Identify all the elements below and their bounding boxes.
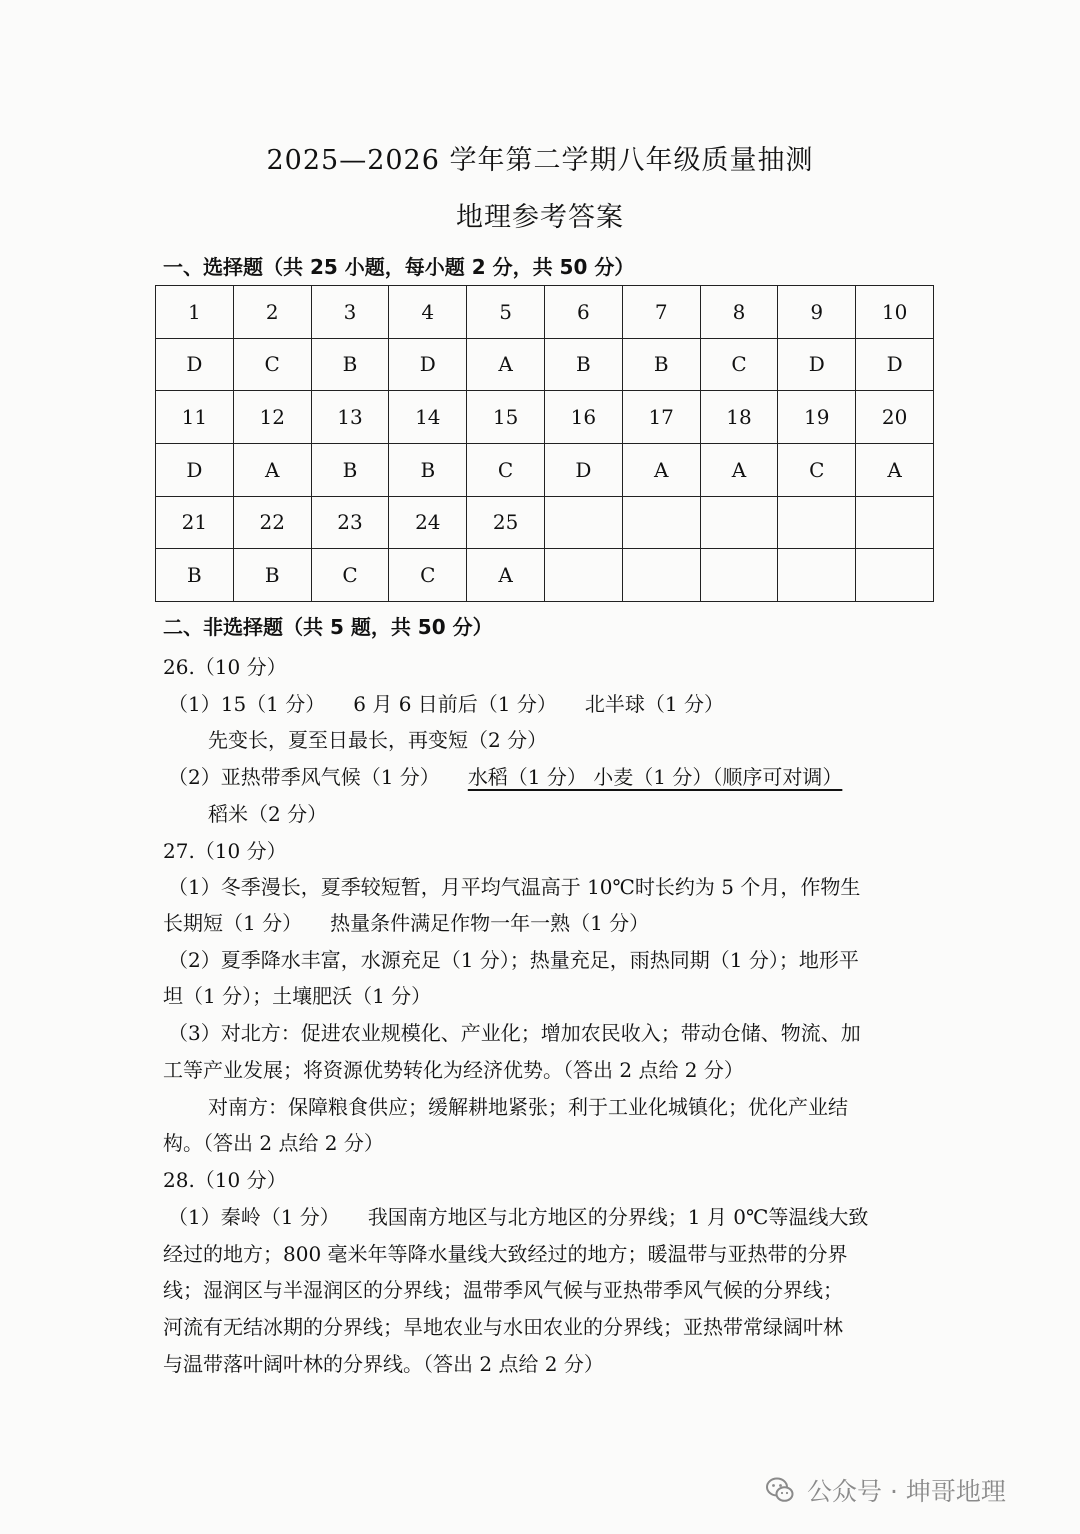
section-heading-choice: 一、选择题（共 25 小题，每小题 2 分，共 50 分） [163, 255, 635, 279]
q26-line-3 [168, 764, 842, 790]
answer-cell: A [233, 443, 311, 496]
document-subtitle: 地理参考答案 [456, 202, 624, 233]
answer-row [156, 443, 934, 496]
answer-cell: D [856, 338, 934, 391]
q26-part1-b: 6 月 6 日前后（1 分） [353, 692, 557, 716]
question-number-cell: 9 [778, 286, 856, 339]
answer-cell: A [467, 338, 545, 391]
answer-cell: B [156, 549, 234, 602]
question-number-cell: 25 [467, 496, 545, 549]
q26-line-4: 稻米（2 分） [208, 802, 328, 826]
question-number-cell: 4 [389, 286, 467, 339]
q28-line-1-b: 我国南方地区与北方地区的分界线；1 月 0℃等温线大致 [367, 1205, 869, 1229]
question-number-cell [856, 496, 934, 549]
question-number-row [156, 496, 934, 549]
question-number-cell: 5 [467, 286, 545, 339]
question-number-cell: 22 [233, 496, 311, 549]
answer-cell: B [311, 443, 389, 496]
question-number-cell: 24 [389, 496, 467, 549]
question-number-cell [622, 496, 700, 549]
answer-cell: D [778, 338, 856, 391]
q28-line-5: 与温带落叶阔叶林的分界线。（答出 2 点给 2 分） [163, 1352, 604, 1376]
question-number-cell: 11 [156, 391, 234, 444]
wechat-icon [765, 1475, 795, 1505]
question-number-cell: 3 [311, 286, 389, 339]
watermark-text: 公众号 · 坤哥地理 [807, 1477, 1006, 1506]
document-title: 2025—2026 学年第二学期八年级质量抽测 [266, 145, 814, 176]
q26-heading: 26.（10 分） [163, 655, 287, 679]
answer-cell: B [311, 338, 389, 391]
q26-part1-a: （1）15（1 分） [168, 692, 326, 716]
question-number-cell: 18 [700, 391, 778, 444]
question-number-cell: 10 [856, 286, 934, 339]
answer-cell [622, 549, 700, 602]
q26-line-1 [168, 691, 724, 717]
q27-line-2-b: 热量条件满足作物一年一熟（1 分） [330, 911, 650, 935]
answer-cell [544, 549, 622, 602]
answer-cell: B [622, 338, 700, 391]
question-number-cell: 2 [233, 286, 311, 339]
q28-heading: 28.（10 分） [163, 1168, 287, 1192]
answer-cell: C [467, 443, 545, 496]
question-number-cell: 15 [467, 391, 545, 444]
q28-line-1 [168, 1204, 868, 1230]
q28-line-3: 线；湿润区与半湿润区的分界线；温带季风气候与亚热带季风气候的分界线； [163, 1278, 843, 1302]
answer-cell: D [156, 443, 234, 496]
answer-cell: B [544, 338, 622, 391]
question-number-cell: 16 [544, 391, 622, 444]
q26-part1-c: 北半球（1 分） [584, 692, 724, 716]
answer-cell: B [233, 549, 311, 602]
answer-cell [856, 549, 934, 602]
answer-cell: D [156, 338, 234, 391]
answer-cell: C [700, 338, 778, 391]
answer-cell: C [233, 338, 311, 391]
q27-line-2 [163, 910, 649, 936]
question-number-cell: 14 [389, 391, 467, 444]
answer-cell: A [856, 443, 934, 496]
watermark [765, 1470, 1006, 1510]
question-number-cell: 17 [622, 391, 700, 444]
answer-cell: A [700, 443, 778, 496]
answer-cell: D [389, 338, 467, 391]
question-number-cell: 19 [778, 391, 856, 444]
q27-line-5: （3）对北方：促进农业规模化、产业化；增加农民收入；带动仓储、物流、加 [168, 1021, 861, 1045]
answer-cell [700, 549, 778, 602]
question-number-cell: 20 [856, 391, 934, 444]
answer-table [155, 285, 934, 602]
q28-line-2: 经过的地方；800 毫米年等降水量线大致经过的地方；暖温带与亚热带的分界 [163, 1242, 848, 1266]
answer-row [156, 549, 934, 602]
answer-cell: C [389, 549, 467, 602]
question-number-cell: 21 [156, 496, 234, 549]
answer-cell: D [544, 443, 622, 496]
question-number-cell: 7 [622, 286, 700, 339]
question-number-cell [778, 496, 856, 549]
question-number-cell: 12 [233, 391, 311, 444]
answer-cell: A [622, 443, 700, 496]
q28-line-1-a: （1）秦岭（1 分） [168, 1205, 340, 1229]
question-number-cell: 13 [311, 391, 389, 444]
question-number-cell [544, 496, 622, 549]
question-number-cell: 1 [156, 286, 234, 339]
q27-line-6: 工等产业发展；将资源优势转化为经济优势。（答出 2 点给 2 分） [163, 1058, 744, 1082]
q27-line-1: （1）冬季漫长，夏季较短暂，月平均气温高于 10℃时长约为 5 个月，作物生 [168, 875, 861, 899]
question-number-cell: 23 [311, 496, 389, 549]
question-number-row [156, 286, 934, 339]
answer-cell: A [467, 549, 545, 602]
q26-line-2: 先变长，夏至日最长，再变短（2 分） [208, 728, 548, 752]
question-number-cell: 6 [544, 286, 622, 339]
q28-line-4: 河流有无结冰期的分界线；旱地农业与水田农业的分界线；亚热带常绿阔叶林 [163, 1315, 843, 1339]
answer-cell [778, 549, 856, 602]
question-number-cell [700, 496, 778, 549]
q26-part2-a: （2）亚热带季风气候（1 分） [168, 765, 440, 789]
answer-cell: B [389, 443, 467, 496]
q27-line-3: （2）夏季降水丰富，水源充足（1 分）；热量充足，雨热同期（1 分）；地形平 [168, 948, 859, 972]
question-number-cell: 8 [700, 286, 778, 339]
answer-cell: C [311, 549, 389, 602]
q27-line-2-a: 长期短（1 分） [163, 911, 303, 935]
q26-part2-b: 水稻（1 分） 小麦（1 分）（顺序可对调） [467, 765, 843, 789]
answer-cell: C [778, 443, 856, 496]
q27-line-7: 对南方：保障粮食供应；缓解耕地紧张；利于工业化城镇化；优化产业结 [208, 1095, 848, 1119]
q27-heading: 27.（10 分） [163, 839, 287, 863]
answer-row [156, 338, 934, 391]
section-heading-nonchoice: 二、非选择题（共 5 题，共 50 分） [163, 615, 493, 639]
q27-line-8: 构。（答出 2 点给 2 分） [163, 1131, 384, 1155]
q27-line-4: 坦（1 分）；土壤肥沃（1 分） [163, 984, 432, 1008]
question-number-row [156, 391, 934, 444]
